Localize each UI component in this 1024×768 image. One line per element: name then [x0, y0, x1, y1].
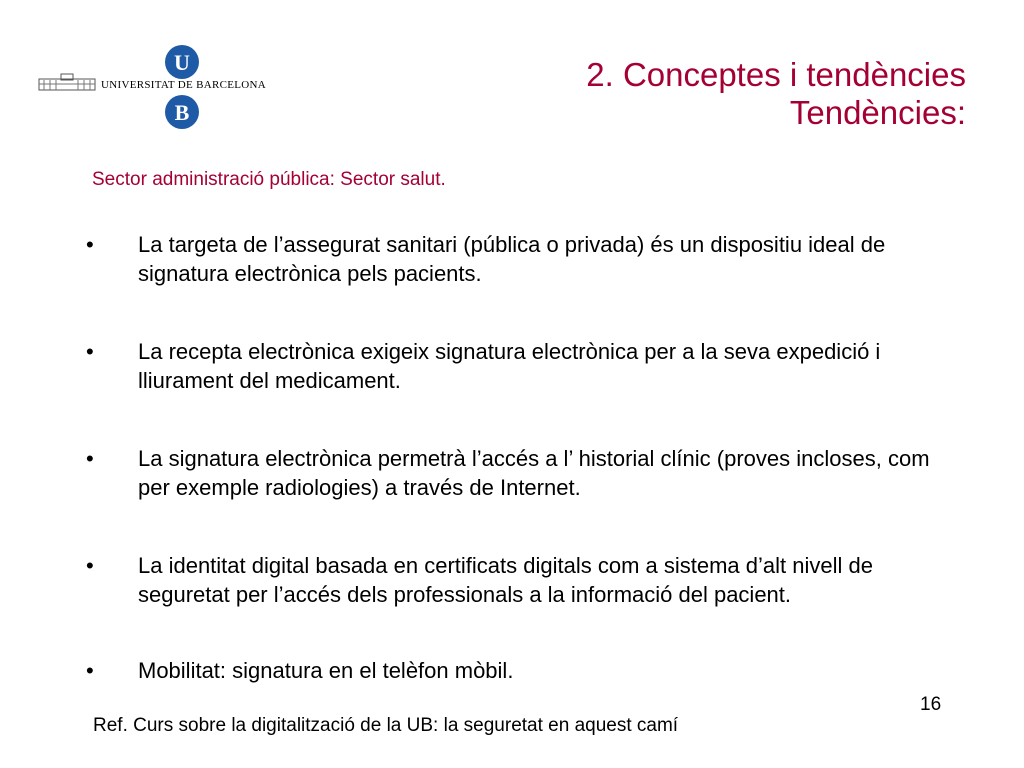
- bullet-item: [86, 551, 946, 609]
- section-subtitle: Sector administració pública: Sector salut.: [92, 169, 446, 190]
- bullet-item: [86, 444, 946, 502]
- bullet-text: La identitat digital basada en certificats digitals com a sistema d’alt nivell de seguretat per l’accés dels professionals a la informació del pacient.: [138, 553, 873, 607]
- seal-b-icon: [164, 94, 200, 130]
- bullet-item: [86, 656, 946, 685]
- bullet-marker: •: [86, 553, 94, 578]
- bullet-marker: •: [86, 232, 94, 257]
- bullet-marker: •: [86, 658, 94, 683]
- seal-letter-b: B: [174, 100, 190, 125]
- bullet-marker: •: [86, 446, 94, 471]
- bullet-list: [86, 230, 946, 685]
- seal-u-icon: [164, 44, 200, 80]
- bullet-item: [86, 337, 946, 395]
- reference-note: Ref. Curs sobre la digitalització de la UB: la seguretat en aquest camí: [93, 715, 679, 736]
- bullet-item: [86, 230, 946, 288]
- bullet-marker: •: [86, 339, 94, 364]
- building-icon: [38, 73, 96, 91]
- bullet-text: La targeta de l’assegurat sanitari (pública o privada) és un dispositiu ideal de signatura electrònica pels pacients.: [138, 232, 886, 286]
- bullet-text: La recepta electrònica exigeix signatura electrònica per a la seva expedició i lliurament del medicament.: [138, 339, 881, 393]
- title-line-2: Tendències:: [789, 94, 966, 131]
- institution-name: UNIVERSITAT DE BARCELONA: [101, 79, 267, 91]
- title-line-1: 2. Conceptes i tendències: [586, 56, 966, 93]
- bullet-text: Mobilitat: signatura en el telèfon mòbil.: [138, 658, 514, 683]
- university-logo: [38, 44, 278, 130]
- seal-letter-u: U: [174, 50, 190, 75]
- bullet-text: La signatura electrònica permetrà l’accés a l’ historial clínic (proves incloses, com per exemple radiologies) a través de Internet.: [138, 446, 930, 500]
- page-number: 16: [920, 694, 942, 715]
- slide-title: [586, 56, 966, 132]
